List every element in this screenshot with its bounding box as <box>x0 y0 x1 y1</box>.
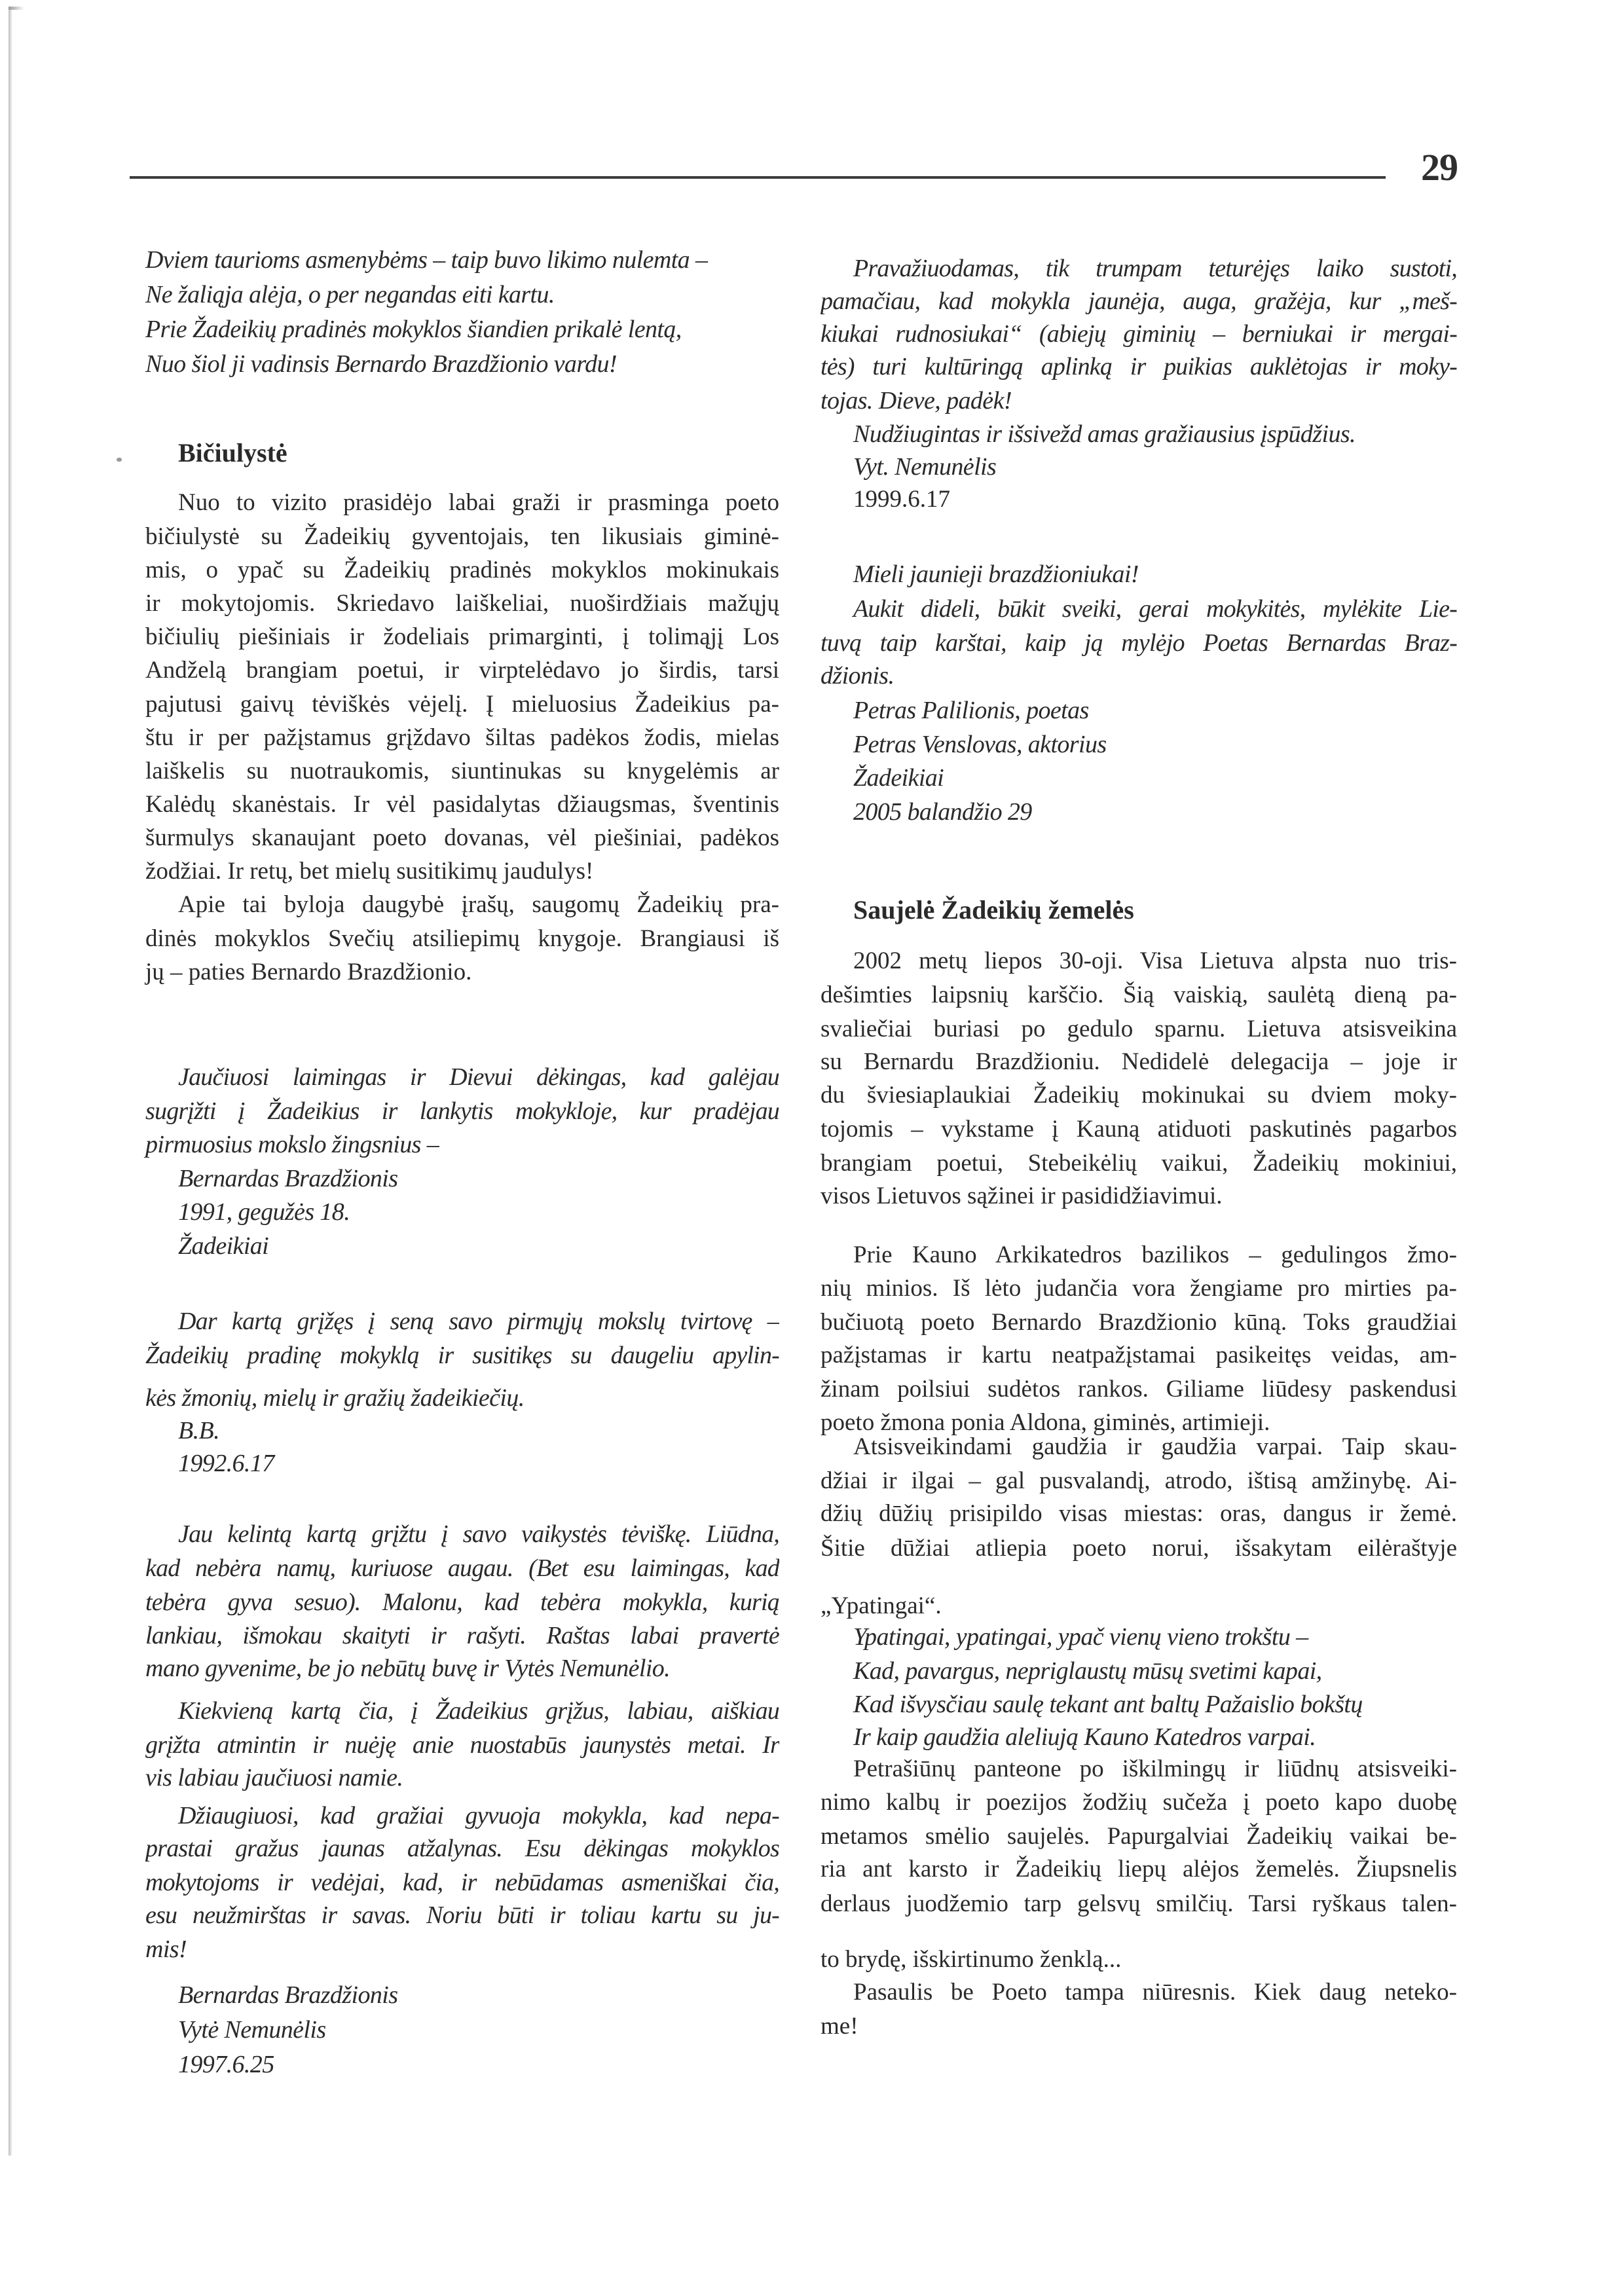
body-text-line: su Bernardu Brazdžioniu. Nedidelė delegacija – joje ir <box>821 1048 1457 1075</box>
italic-text-line: Jau kelintą kartą grįžtu į savo vaikystės tėviškę. Liūdna, <box>178 1520 779 1548</box>
italic-text-line: kad nebėra namų, kuriuose augau. (Bet esu laimingas, kad <box>145 1554 779 1582</box>
body-text-line: visos Lietuvos sąžinei ir pasididžiavimui. <box>821 1183 1223 1209</box>
italic-text-line: Petras Venslovas, aktorius <box>853 731 1107 758</box>
italic-text-line: Nudžiugintas ir išsivežd amas gražiausius įspūdžius. <box>853 420 1356 448</box>
italic-text-line: Bernardas Brazdžionis <box>178 1165 398 1192</box>
body-text-line: bičiulystė su Žadeikių gyventojais, ten likusiais giminė- <box>145 523 779 550</box>
body-text-line: džių dūžių prisipildo visas miestas: oras, dangus ir žemė. <box>821 1500 1457 1527</box>
body-text-line: „Ypatingai“. <box>821 1592 942 1619</box>
body-text-line: žodžiai. Ir retų, bet mielų susitikimų jaudulys! <box>145 858 594 885</box>
body-text-line: Andželą brangiam poetui, ir virptelėdavo jo širdis, tarsi <box>145 657 779 684</box>
body-text-line: ir mokytojomis. Skriedavo laiškeliai, nuoširdžiais mažųjų <box>145 590 779 617</box>
body-text-line: nimo kalbų ir poezijos žodžių sučeža į poeto kapo duobę <box>821 1789 1457 1816</box>
italic-text-line: Dviem taurioms asmenybėms – taip buvo likimo nulemta – <box>145 246 708 274</box>
body-text-line: tojomis – vykstame į Kauną atiduoti paskutinės pagarbos <box>821 1116 1457 1143</box>
italic-text-line: Nuo šiol ji vadinsis Bernardo Brazdžionio vardu! <box>145 350 617 378</box>
italic-text-line: esu neužmirštas ir savas. Noriu būti ir toliau kartu su ju- <box>145 1901 779 1929</box>
italic-text-line: pamačiau, kad mokykla jaunėja, auga, gražėja, kur „meš- <box>821 287 1457 315</box>
italic-text-line: 1992.6.17 <box>178 1450 274 1477</box>
margin-speck <box>117 458 122 462</box>
italic-text-line: Aukit dideli, būkit sveiki, gerai mokykitės, mylėkite Lie- <box>853 595 1457 623</box>
italic-text-line: kės žmonių, mielų ir gražių žadeikiečių. <box>145 1384 525 1412</box>
header-rule <box>130 176 1386 179</box>
body-text-line: brangiam poetui, Stebeikėlių vaikui, Žadeikių mokiniui, <box>821 1150 1457 1177</box>
italic-text-line: Bernardas Brazdžionis <box>178 1981 398 2009</box>
italic-text-line: tojas. Dieve, padėk! <box>821 387 1012 414</box>
italic-text-line: Džiaugiuosi, kad gražiai gyvuoja mokykla, kad nepa- <box>178 1802 779 1829</box>
body-text-line: Kalėdų skanėstais. Ir vėl pasidalytas džiaugsmas, šventinis <box>145 791 779 818</box>
italic-text-line: vis labiau jaučiuosi namie. <box>145 1764 403 1791</box>
body-text-line: Prie Kauno Arkikatedros bazilikos – gedulingos žmo- <box>853 1241 1457 1268</box>
body-text-line: Nuo to vizito prasidėjo labai graži ir prasminga poeto <box>178 489 779 516</box>
italic-text-line: Mieli jaunieji brazdžioniukai! <box>853 560 1139 588</box>
italic-text-line: 1997.6.25 <box>178 2051 274 2078</box>
body-text-line: štu ir per pažįstamus grįždavo šiltas padėkos žodis, mielas <box>145 724 779 751</box>
italic-text-line: Kad, pavargus, nepriglaustų mūsų svetimi kapai, <box>853 1657 1322 1685</box>
italic-text-line: kiukai rudnosiukai“ (abiejų giminių – berniukai ir mergai- <box>821 320 1457 348</box>
body-text-line: metamos smėlio saujelės. Papurgalviai Žadeikių vaikai be- <box>821 1823 1457 1850</box>
body-text-line: jų – paties Bernardo Brazdžionio. <box>145 959 472 985</box>
body-text-line: šurmulys skanaujant poeto dovanas, vėl piešiniai, padėkos <box>145 824 779 851</box>
section-heading: Bičiulystė <box>178 438 287 468</box>
body-text-line: ria ant karsto ir Žadeikių liepų alėjos žemelės. Žiupsnelis <box>821 1856 1457 1882</box>
body-text-line: derlaus juodžemio tarp gelsvų smilčių. Tarsi ryškaus talen- <box>821 1890 1457 1917</box>
body-text-line: Apie tai byloja daugybė įrašų, saugomų Žadeikių pra- <box>178 891 779 918</box>
italic-text-line: tebėra gyva sesuo). Malonu, kad tebėra mokykla, kurią <box>145 1588 779 1616</box>
body-text-line: dinės mokyklos Svečių atsiliepimų knygoje. Brangiausi iš <box>145 925 779 952</box>
page-number: 29 <box>1421 146 1458 189</box>
body-text-line: to brydę, išskirtinumo ženklą... <box>821 1946 1122 1973</box>
body-text-line: žinam poilsiui sudėtos rankos. Giliame liūdesy paskendusi <box>821 1376 1457 1403</box>
italic-text-line: Ypatingai, ypatingai, ypač vienų vieno trokštu – <box>853 1623 1308 1651</box>
scan-edge-shadow <box>9 8 12 2156</box>
italic-text-line: Kiekvieną kartą čia, į Žadeikius grįžus, labiau, aiškiau <box>178 1697 779 1725</box>
body-text-line: pažįstamas ir kartu neatpažįstamai pasikeitęs veidas, am- <box>821 1342 1457 1368</box>
body-text-line: poeto žmona ponia Aldona, giminės, artimieji. <box>821 1409 1270 1436</box>
italic-text-line: Petras Palilionis, poetas <box>853 697 1089 724</box>
body-text-line: Pasaulis be Poeto tampa niūresnis. Kiek daug neteko- <box>853 1979 1457 2006</box>
body-text-line: Šitie dūžiai atliepia poeto norui, išsakytam eilėraštyje <box>821 1535 1457 1562</box>
italic-text-line: Jaučiuosi laimingas ir Dievui dėkingas, kad galėjau <box>178 1063 779 1091</box>
italic-text-line: Vytė Nemunėlis <box>178 2016 326 2044</box>
italic-text-line: mokytojoms ir vedėjai, kad, ir nebūdamas asmeniškai čia, <box>145 1869 779 1896</box>
body-text-line: me! <box>821 2013 858 2040</box>
body-text-line: bičiulių piešiniais ir žodeliais primarginti, į tolimąjį Los <box>145 623 779 650</box>
body-text-line: laiškelis su nuotraukomis, siuntinukas su knygelėmis ar <box>145 758 779 784</box>
body-text-line: pajutusi gaivų tėviškės vėjelį. Į mieluosius Žadeikius pa- <box>145 691 779 718</box>
body-text-line: 1999.6.17 <box>853 486 950 513</box>
body-text-line: mis, o ypač su Žadeikių pradinės mokyklos mokinukais <box>145 557 779 583</box>
italic-text-line: Prie Žadeikių pradinės mokyklos šiandien prikalė lentą, <box>145 316 682 343</box>
scan-edge-corner <box>9 7 24 10</box>
body-text-line: dešimties laipsnių karščio. Šią vaiskią, saulėtą dieną pa- <box>821 982 1457 1008</box>
italic-text-line: pirmuosius mokslo žingsnius – <box>145 1131 439 1158</box>
italic-text-line: Dar kartą grįžęs į seną savo pirmųjų mokslų tvirtovę – <box>178 1308 779 1335</box>
italic-text-line: prastai gražus jaunas atžalynas. Esu dėkingas mokyklos <box>145 1835 779 1862</box>
italic-text-line: sugrįžti į Žadeikius ir lankytis mokykloje, kur pradėjau <box>145 1097 779 1125</box>
italic-text-line: Kad išvysčiau saulę tekant ant baltų Pažaislio bokštų <box>853 1691 1363 1718</box>
italic-text-line: Žadeikiai <box>178 1232 269 1260</box>
body-text-line: du šviesiaplaukiai Žadeikių mokinukai su dviem moky- <box>821 1082 1457 1109</box>
italic-text-line: 1991, gegužės 18. <box>178 1198 350 1226</box>
italic-text-line: 2005 balandžio 29 <box>853 798 1032 826</box>
italic-text-line: tės) turi kultūringą aplinką ir puikias auklėtojas ir moky- <box>821 353 1457 380</box>
body-text-line: džiai ir ilgai – gal pusvalandį, atrodo, ištisą amžinybę. Ai- <box>821 1467 1457 1494</box>
italic-text-line: Pravažiuodamas, tik trumpam teturėjęs laiko sustoti, <box>853 255 1457 282</box>
body-text-line: svaliečiai buriasi po gedulo sparnu. Lietuva atsisveikina <box>821 1016 1457 1042</box>
body-text-line: 2002 metų liepos 30-oji. Visa Lietuva alpsta nuo tris- <box>853 947 1457 974</box>
body-text-line: Petrašiūnų panteone po iškilmingų ir liūdnų atsisveiki- <box>853 1755 1457 1782</box>
body-text-line: bučiuotą poeto Bernardo Brazdžionio kūną. Toks graudžiai <box>821 1309 1457 1336</box>
italic-text-line: Ir kaip gaudžia aleliują Kauno Katedros varpai. <box>853 1723 1316 1751</box>
italic-text-line: tuvą taip karštai, kaip ją mylėjo Poetas Bernardas Braz- <box>821 629 1457 657</box>
italic-text-line: mis! <box>145 1936 187 1963</box>
section-heading: Saujelė Žadeikių žemelės <box>853 895 1134 925</box>
italic-text-line: mano gyvenime, be jo nebūtų buvę ir Vytės Nemunėlio. <box>145 1655 671 1682</box>
body-text-line: nių minios. Iš lėto judančia vora žengiame pro mirties pa- <box>821 1275 1457 1302</box>
italic-text-line: lankiau, išmokau skaityti ir rašyti. Raštas labai pravertė <box>145 1622 779 1649</box>
italic-text-line: Ne žaliąja alėja, o per negandas eiti kartu. <box>145 281 555 308</box>
italic-text-line: Vyt. Nemunėlis <box>853 453 997 481</box>
italic-text-line: džionis. <box>821 662 895 689</box>
italic-text-line: Žadeikių pradinę mokyklą ir susitikęs su daugeliu apylin- <box>145 1342 779 1369</box>
italic-text-line: B.B. <box>178 1417 220 1444</box>
body-text-line: Atsisveikindami gaudžia ir gaudžia varpai. Taip skau- <box>853 1433 1457 1460</box>
italic-text-line: grįžta atmintin ir nuėję anie nuostabūs jaunystės metai. Ir <box>145 1731 779 1759</box>
italic-text-line: Žadeikiai <box>853 764 944 792</box>
